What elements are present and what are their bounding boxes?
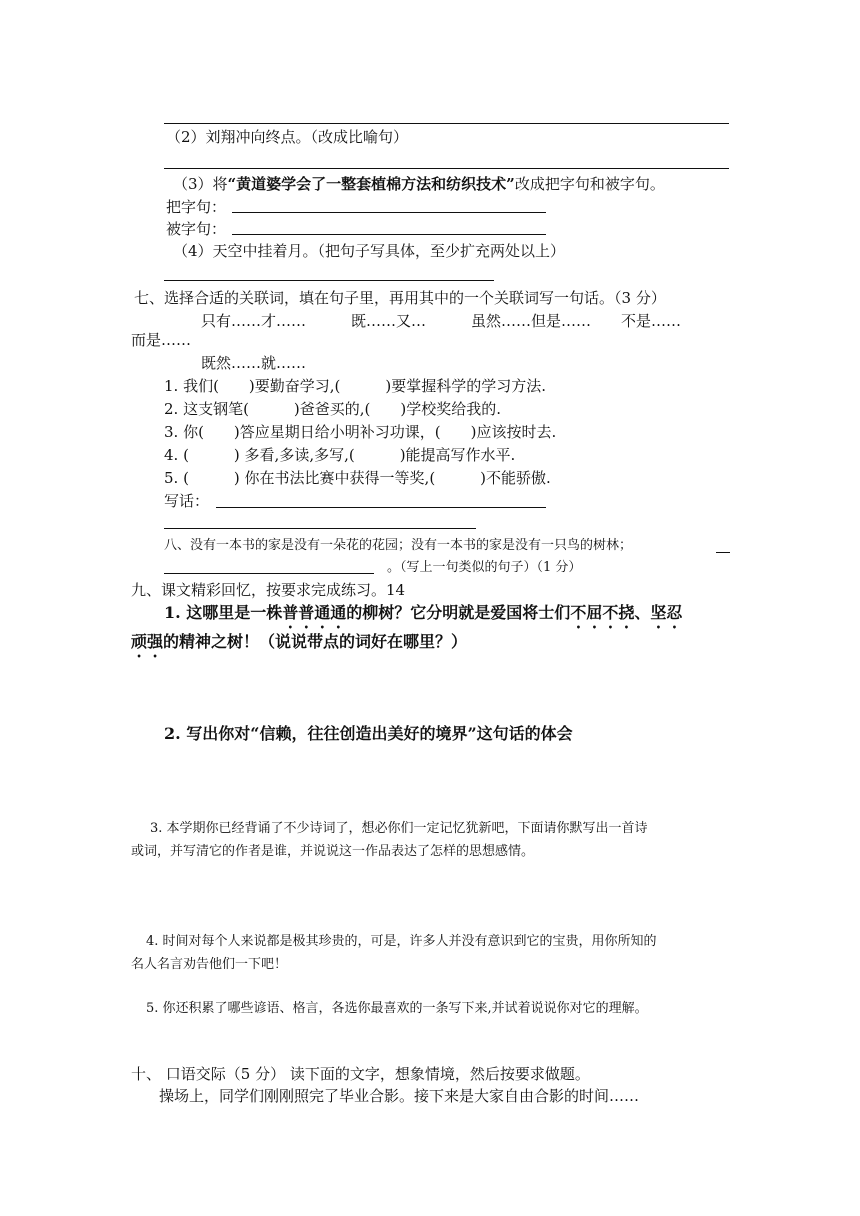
answer-line <box>164 123 729 124</box>
question-9-2: 2. 写出你对“信赖，往往创造出美好的境界”这句话的体会 <box>164 724 573 743</box>
question-9-1-comma: 、 <box>634 603 651 622</box>
conjunction-options-cont: 而是…… <box>131 331 192 349</box>
answer-line <box>216 507 546 508</box>
section-7-heading: 七、选择合适的关联词，填在句子里，再用其中的一个关联词写一句话。（3 分） <box>134 289 666 307</box>
section-10-heading: 十、 口语交际（5 分） 读下面的文字，想象情境，然后按要求做题。 <box>131 1065 590 1083</box>
section-8-line1: 八、没有一本书的家是没有一朵花的花园；没有一本书的家是没有一只鸟的树林； <box>164 538 633 553</box>
question-9-1-line1 <box>164 603 682 632</box>
answer-line <box>164 573 374 574</box>
question-6-3-suffix: 改成把字句和被字句。 <box>514 175 665 193</box>
question-9-1-text: 的精神之树！（说说带点的词好在哪里？） <box>163 632 468 651</box>
question-6-3-prefix: （3）将 <box>173 175 228 193</box>
answer-line <box>164 280 494 281</box>
ba-sentence-label: 把字句： <box>166 198 227 216</box>
fill-item-4: 4. ( ) 多看,多读,多写,( )能提高写作水平. <box>164 446 516 464</box>
question-9-3-line2: 或词，并写清它的作者是谁，并说说这一作品表达了怎样的思想感情。 <box>131 844 535 859</box>
fill-item-3: 3. 你( )答应星期日给小明补习功课，( )应该按时去. <box>164 423 557 441</box>
question-9-3-line1: 3. 本学期你已经背诵了不少诗词了，想必你们一定记忆犹新吧，下面请你默写出一首诗 <box>150 821 648 836</box>
section-8-line2: 。（写上一句类似的句子）（1 分） <box>387 560 582 575</box>
dotted-word-buqubunao: 不屈不挠 <box>570 603 635 622</box>
answer-line <box>232 212 546 213</box>
answer-line <box>716 552 730 553</box>
question-9-1-line2 <box>131 632 467 661</box>
answer-line <box>164 528 476 529</box>
question-9-1-text: 1. 这哪里是一株 <box>164 603 283 622</box>
conjunction-options: 只有……才…… 既……又… 虽然……但是…… 不是…… <box>201 312 682 330</box>
write-sentence-label: 写话： <box>164 492 210 510</box>
conjunction-options-last: 既然……就…… <box>201 354 307 372</box>
fill-item-1: 1. 我们( )要勤奋学习,( )要掌握科学的学习方法. <box>164 377 547 395</box>
section-10-text: 操场上，同学们刚刚照完了毕业合影。接下来是大家自由合影的时间…… <box>159 1087 640 1105</box>
fill-item-2: 2. 这支钢笔( )爸爸买的,( )学校奖给我的. <box>164 400 502 418</box>
dotted-word-jianren: 坚忍 <box>650 603 683 622</box>
question-9-4-line2: 名人名言劝告他们一下吧！ <box>131 957 288 972</box>
answer-line <box>164 168 729 169</box>
question-6-3 <box>173 175 665 193</box>
question-9-1-text: 的柳树？它分明就是爱国将士们 <box>346 603 571 622</box>
question-9-5: 5. 你还积累了哪些谚语、格言，各选你最喜欢的一条写下来,并试着说说你对它的理解。 <box>146 1001 648 1016</box>
question-6-3-quote: “黄道婆学会了一整套植棉方法和纺织技术” <box>227 175 515 193</box>
fill-item-5: 5. ( ) 你在书法比赛中获得一等奖,( )不能骄傲. <box>164 469 551 487</box>
answer-line <box>232 234 546 235</box>
question-6-4: （4）天空中挂着月。（把句子写具体，至少扩充两处以上） <box>173 242 566 260</box>
question-6-2: （2）刘翔冲向终点。（改成比喻句） <box>166 128 409 146</box>
dotted-word-putong: 普普通通 <box>282 603 347 622</box>
dotted-word-wanqiang: 顽强 <box>131 632 164 651</box>
section-9-heading: 九、课文精彩回忆，按要求完成练习。14 <box>131 581 406 599</box>
question-9-4-line1: 4. 时间对每个人来说都是极其珍贵的，可是，许多人并没有意识到它的宝贵，用你所知的 <box>146 934 657 949</box>
bei-sentence-label: 被字句： <box>166 220 227 238</box>
